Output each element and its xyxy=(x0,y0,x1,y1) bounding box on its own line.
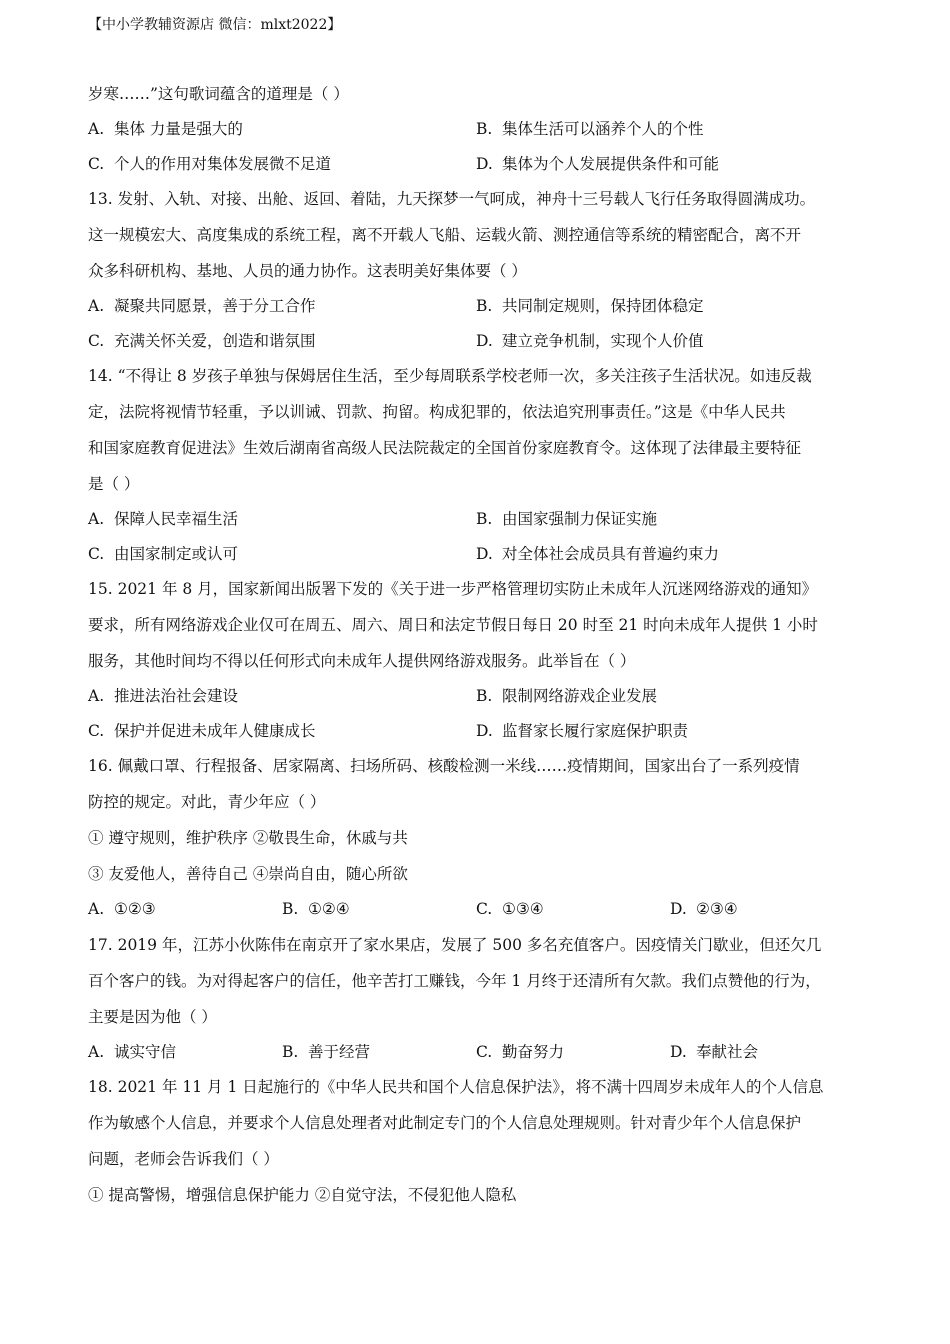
q14-options-row xyxy=(88,502,864,537)
option-text: 由国家制定或认可 xyxy=(114,544,239,563)
option-label: C. xyxy=(88,154,105,173)
option-c xyxy=(88,537,476,572)
q13-options-row xyxy=(88,289,864,324)
option-d xyxy=(476,537,864,572)
option-text: 共同制定规则，保持团体稳定 xyxy=(502,297,704,315)
option-label: B. xyxy=(476,687,493,705)
q12-tail-stem xyxy=(88,76,864,112)
option-text: 监督家长履行家庭保护职责 xyxy=(502,721,689,740)
option-text: 勤奋努力 xyxy=(502,1042,565,1061)
option-label: C. xyxy=(476,900,493,918)
option-d xyxy=(476,324,864,359)
q12-options-row xyxy=(88,147,864,182)
option-text: 保护并促进未成年人健康成长 xyxy=(114,721,316,740)
question-text-line: 和国家庭教育促进法》生效后湖南省高级人民法院裁定的全国首份家庭教育令。这体现了法律最主要特征 xyxy=(88,439,802,457)
q16-options-row xyxy=(88,892,864,927)
option-c xyxy=(476,1035,670,1070)
q13-stem xyxy=(88,181,864,289)
question-text-line: 18. 2021 年 11 月 1 日起施行的《中华人民共和国个人信息保护法》，将不满十四周岁未成年人的个人信息 xyxy=(88,1078,824,1096)
question-text-line: 定，法院将视情节轻重，予以训诫、罚款、拘留。构成犯罪的，依法追究刑事责任。”这是《中华人民共 xyxy=(88,403,786,421)
q14-stem xyxy=(88,358,864,502)
q12-options-row xyxy=(88,112,864,147)
question-text-line: 17. 2019 年，江苏小伙陈伟在南京开了家水果店，发展了 500 多名充值客户。因疫情关门歇业，但还欠几 xyxy=(88,935,822,954)
option-c xyxy=(88,714,476,749)
question-text-line: 岁寒……”这句歌词蕴含的道理是（ ） xyxy=(88,85,349,103)
option-d xyxy=(476,147,864,182)
option-d xyxy=(476,714,864,749)
option-b xyxy=(282,892,476,927)
question-text-line: 问题，老师会告诉我们（ ） xyxy=(88,1150,279,1168)
question-text-line: 服务，其他时间均不得以任何形式向未成年人提供网络游戏服务。此举旨在（ ） xyxy=(88,652,636,670)
option-text: 充满关怀关爱，创造和谐氛围 xyxy=(114,331,316,350)
option-b xyxy=(476,502,864,537)
option-text: 建立竞争机制，实现个人价值 xyxy=(502,331,704,350)
question-text-line: 16. 佩戴口罩、行程报备、居家隔离、扫场所码、核酸检测一米线……疫情期间，国家出台了一系列疫情 xyxy=(88,757,800,775)
option-label: A. xyxy=(88,297,105,315)
option-label: D. xyxy=(476,544,493,563)
option-label: B. xyxy=(282,1042,299,1061)
option-label: B. xyxy=(476,510,493,528)
option-text: 由国家强制力保证实施 xyxy=(502,510,658,528)
option-label: A. xyxy=(88,120,105,138)
q13-options-row xyxy=(88,324,864,359)
option-text: 限制网络游戏企业发展 xyxy=(502,687,658,705)
question-text-line: 15. 2021 年 8 月，国家新闻出版署下发的《关于进一步严格管理切实防止未成年人沉迷网络游戏的通知》 xyxy=(88,580,818,598)
option-a xyxy=(88,892,282,927)
option-text: 保障人民幸福生活 xyxy=(114,510,239,528)
question-text-line: 这一规模宏大、高度集成的系统工程，离不开载人飞船、运载火箭、测控通信等系统的精密配合，离不开 xyxy=(88,226,802,244)
option-label: A. xyxy=(88,1042,105,1061)
question-text-line: ① 遵守规则，维护秩序 ②敬畏生命，休戚与共 xyxy=(88,829,408,847)
option-a xyxy=(88,289,476,324)
option-text: ①②③ xyxy=(114,900,156,918)
question-text-line: 14. “不得让 8 岁孩子单独与保姆居住生活，至少每周联系学校老师一次，多关注孩子生活状况。如违反裁 xyxy=(88,367,812,385)
option-label: C. xyxy=(476,1042,493,1061)
q15-options-row xyxy=(88,679,864,714)
option-label: A. xyxy=(88,510,105,528)
q16-stem xyxy=(88,748,864,892)
question-text-line: 众多科研机构、基地、人员的通力协作。这表明美好集体要（ ） xyxy=(88,262,527,280)
q17-stem xyxy=(88,927,864,1035)
q18-stem xyxy=(88,1069,864,1213)
option-text: 集体 力量是强大的 xyxy=(114,120,243,138)
option-text: 诚实守信 xyxy=(114,1042,177,1061)
question-text-line: 要求，所有网络游戏企业仅可在周五、周六、周日和法定节假日每日 20 时至 21 时向未成年人提供 1 小时 xyxy=(88,616,818,634)
option-text: ②③④ xyxy=(696,900,738,918)
option-label: A. xyxy=(88,687,105,705)
option-text: ①③④ xyxy=(502,900,544,918)
option-d xyxy=(670,892,864,927)
option-label: A. xyxy=(88,900,105,918)
question-text-line: 13. 发射、入轨、对接、出舱、返回、着陆，九天探梦一气呵成，神舟十三号载人飞行任务取得圆满成功。 xyxy=(88,190,816,208)
q15-options-row xyxy=(88,714,864,749)
option-b xyxy=(476,289,864,324)
option-text: 凝聚共同愿景，善于分工合作 xyxy=(114,297,316,315)
option-label: C. xyxy=(88,544,105,563)
option-label: B. xyxy=(476,297,493,315)
question-text-line: 防控的规定。对此，青少年应（ ） xyxy=(88,793,326,811)
q14-options-row xyxy=(88,537,864,572)
option-label: B. xyxy=(282,900,299,918)
option-text: 对全体社会成员具有普遍约束力 xyxy=(502,544,720,563)
option-b xyxy=(476,679,864,714)
q17-options-row xyxy=(88,1035,864,1070)
option-a xyxy=(88,502,476,537)
option-label: D. xyxy=(670,1042,687,1061)
question-text-line: ① 提高警惕，增强信息保护能力 ②自觉守法，不侵犯他人隐私 xyxy=(88,1186,517,1204)
page-header: 【中小学教辅资源店 微信：mlxt2022】 xyxy=(88,17,342,33)
option-label: D. xyxy=(476,331,493,350)
question-text-line: 主要是因为他（ ） xyxy=(88,1007,217,1026)
option-a xyxy=(88,679,476,714)
question-text-line: ③ 友爱他人，善待自己 ④崇尚自由，随心所欲 xyxy=(88,865,408,883)
option-c xyxy=(88,147,476,182)
option-d xyxy=(670,1035,864,1070)
option-a xyxy=(88,112,476,147)
question-text-line: 百个客户的钱。为对得起客户的信任，他辛苦打工赚钱，今年 1 月终于还清所有欠款。我们点赞他的行为， xyxy=(88,971,821,990)
option-c xyxy=(476,892,670,927)
question-text-line: 是（ ） xyxy=(88,475,140,493)
option-text: 奉献社会 xyxy=(696,1042,759,1061)
option-c xyxy=(88,324,476,359)
exam-page xyxy=(88,76,864,1213)
option-text: ①②④ xyxy=(308,900,350,918)
option-a xyxy=(88,1035,282,1070)
option-label: C. xyxy=(88,721,105,740)
option-label: D. xyxy=(476,154,493,173)
option-text: 集体生活可以涵养个人的个性 xyxy=(502,120,704,138)
option-text: 集体为个人发展提供条件和可能 xyxy=(502,154,720,173)
question-text-line: 作为敏感个人信息，并要求个人信息处理者对此制定专门的个人信息处理规则。针对青少年个人信息保护 xyxy=(88,1114,802,1132)
option-text: 推进法治社会建设 xyxy=(114,687,239,705)
option-label: B. xyxy=(476,120,493,138)
option-text: 个人的作用对集体发展微不足道 xyxy=(114,154,332,173)
option-label: D. xyxy=(670,900,687,918)
option-label: C. xyxy=(88,331,105,350)
q15-stem xyxy=(88,571,864,679)
option-b xyxy=(282,1035,476,1070)
option-label: D. xyxy=(476,721,493,740)
option-text: 善于经营 xyxy=(308,1042,371,1061)
option-b xyxy=(476,112,864,147)
